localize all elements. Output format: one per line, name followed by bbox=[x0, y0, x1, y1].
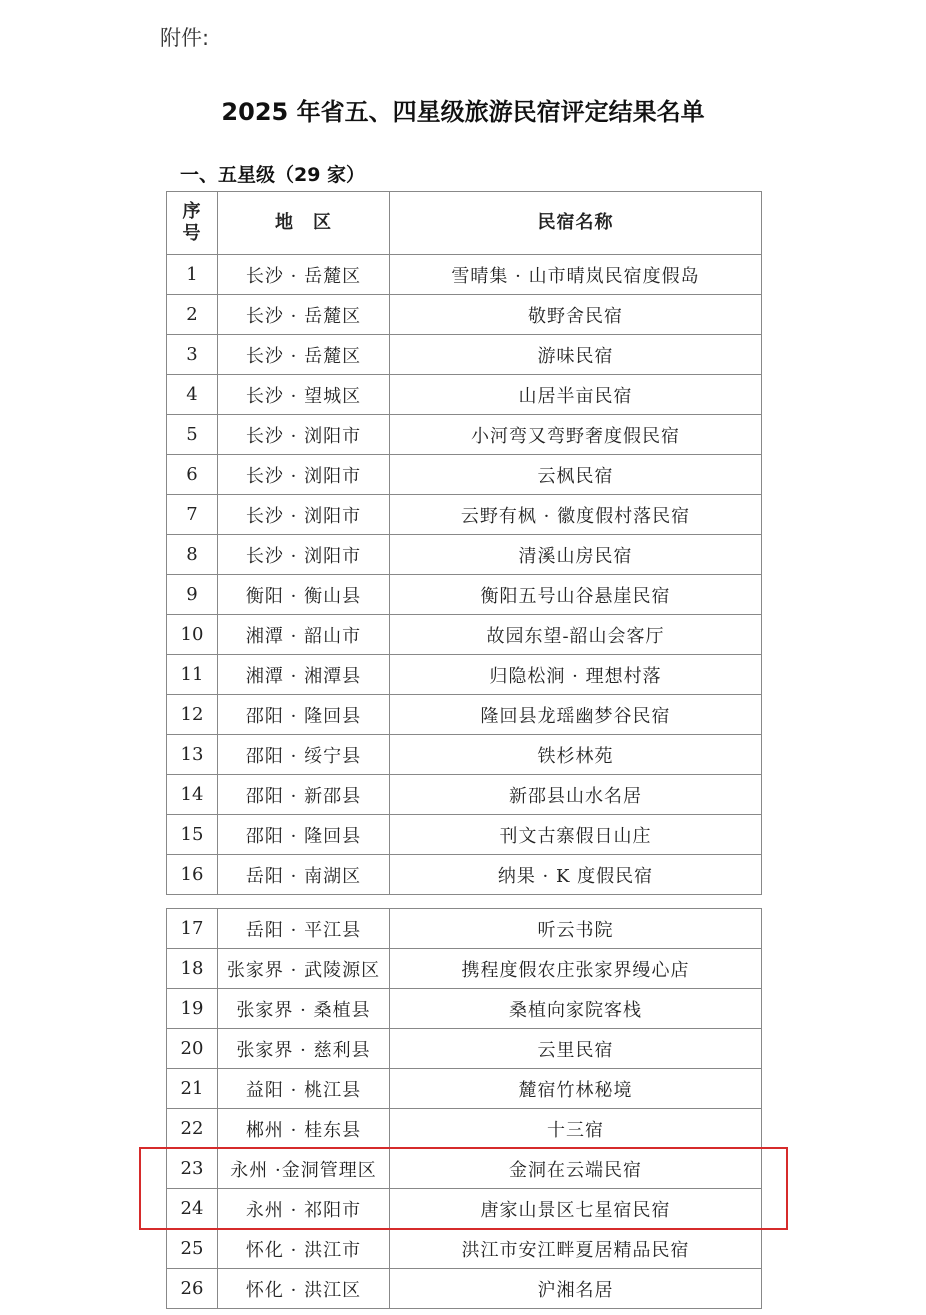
cell-region: 长沙 · 岳麓区 bbox=[218, 255, 390, 295]
cell-name: 游味民宿 bbox=[390, 335, 762, 375]
table-row bbox=[167, 1189, 762, 1229]
header-region: 地 区 bbox=[218, 192, 390, 255]
table-row bbox=[167, 295, 762, 335]
cell-name: 携程度假农庄张家界缦心店 bbox=[390, 949, 762, 989]
cell-region: 岳阳 · 平江县 bbox=[218, 909, 390, 949]
cell-name: 铁杉林苑 bbox=[390, 735, 762, 775]
cell-index: 24 bbox=[167, 1189, 218, 1229]
cell-region: 永州 · 祁阳市 bbox=[218, 1189, 390, 1229]
table-row bbox=[167, 1069, 762, 1109]
cell-index: 2 bbox=[167, 295, 218, 335]
table-header-row bbox=[167, 192, 762, 255]
cell-region: 邵阳 · 隆回县 bbox=[218, 695, 390, 735]
cell-name: 归隐松涧 · 理想村落 bbox=[390, 655, 762, 695]
table-row bbox=[167, 1149, 762, 1189]
cell-region: 岳阳 · 南湖区 bbox=[218, 855, 390, 895]
cell-name: 沪湘名居 bbox=[390, 1269, 762, 1309]
header-index: 序号 bbox=[167, 192, 218, 255]
cell-name: 云里民宿 bbox=[390, 1029, 762, 1069]
cell-region: 长沙 · 浏阳市 bbox=[218, 415, 390, 455]
cell-index: 9 bbox=[167, 575, 218, 615]
cell-name: 山居半亩民宿 bbox=[390, 375, 762, 415]
cell-region: 怀化 · 洪江区 bbox=[218, 1269, 390, 1309]
table-row bbox=[167, 1109, 762, 1149]
cell-index: 3 bbox=[167, 335, 218, 375]
cell-index: 15 bbox=[167, 815, 218, 855]
cell-index: 12 bbox=[167, 695, 218, 735]
cell-region: 长沙 · 岳麓区 bbox=[218, 295, 390, 335]
cell-name: 云野有枫 · 徽度假村落民宿 bbox=[390, 495, 762, 535]
cell-name: 故园东望-韶山会客厅 bbox=[390, 615, 762, 655]
cell-name: 桑植向家院客栈 bbox=[390, 989, 762, 1029]
table-row bbox=[167, 1229, 762, 1269]
cell-name: 洪江市安江畔夏居精品民宿 bbox=[390, 1229, 762, 1269]
cell-name: 衡阳五号山谷悬崖民宿 bbox=[390, 575, 762, 615]
table-row bbox=[167, 855, 762, 895]
cell-region: 怀化 · 洪江市 bbox=[218, 1229, 390, 1269]
table-row bbox=[167, 455, 762, 495]
cell-name: 听云书院 bbox=[390, 909, 762, 949]
cell-index: 19 bbox=[167, 989, 218, 1029]
cell-index: 18 bbox=[167, 949, 218, 989]
cell-name: 云枫民宿 bbox=[390, 455, 762, 495]
cell-region: 长沙 · 岳麓区 bbox=[218, 335, 390, 375]
table-row bbox=[167, 1029, 762, 1069]
cell-index: 8 bbox=[167, 535, 218, 575]
cell-name: 金洞在云端民宿 bbox=[390, 1149, 762, 1189]
cell-index: 20 bbox=[167, 1029, 218, 1069]
cell-region: 湘潭 · 韶山市 bbox=[218, 615, 390, 655]
cell-index: 6 bbox=[167, 455, 218, 495]
cell-index: 10 bbox=[167, 615, 218, 655]
cell-index: 16 bbox=[167, 855, 218, 895]
table-row bbox=[167, 255, 762, 295]
cell-index: 23 bbox=[167, 1149, 218, 1189]
cell-name: 雪晴集 · 山市晴岚民宿度假岛 bbox=[390, 255, 762, 295]
cell-index: 25 bbox=[167, 1229, 218, 1269]
section-heading: 一、五星级（29 家） bbox=[180, 164, 366, 186]
table-row bbox=[167, 949, 762, 989]
table-row bbox=[167, 415, 762, 455]
table-row bbox=[167, 615, 762, 655]
cell-index: 11 bbox=[167, 655, 218, 695]
cell-name: 十三宿 bbox=[390, 1109, 762, 1149]
cell-index: 14 bbox=[167, 775, 218, 815]
cell-index: 13 bbox=[167, 735, 218, 775]
cell-name: 小河弯又弯野奢度假民宿 bbox=[390, 415, 762, 455]
cell-name: 刊文古寨假日山庄 bbox=[390, 815, 762, 855]
table-row bbox=[167, 655, 762, 695]
cell-index: 22 bbox=[167, 1109, 218, 1149]
header-name: 民宿名称 bbox=[390, 192, 762, 255]
results-table-page-1 bbox=[166, 191, 762, 895]
cell-index: 1 bbox=[167, 255, 218, 295]
cell-region: 邵阳 · 绥宁县 bbox=[218, 735, 390, 775]
table-row bbox=[167, 815, 762, 855]
cell-index: 7 bbox=[167, 495, 218, 535]
cell-name: 麓宿竹林秘境 bbox=[390, 1069, 762, 1109]
document-title: 2025 年省五、四星级旅游民宿评定结果名单 bbox=[221, 98, 705, 126]
table-row bbox=[167, 335, 762, 375]
table-row bbox=[167, 1269, 762, 1309]
cell-region: 衡阳 · 衡山县 bbox=[218, 575, 390, 615]
cell-name: 清溪山房民宿 bbox=[390, 535, 762, 575]
cell-name: 敬野舍民宿 bbox=[390, 295, 762, 335]
cell-region: 邵阳 · 新邵县 bbox=[218, 775, 390, 815]
cell-name: 纳果 · K 度假民宿 bbox=[390, 855, 762, 895]
cell-region: 永州 ·金洞管理区 bbox=[218, 1149, 390, 1189]
cell-name: 新邵县山水名居 bbox=[390, 775, 762, 815]
cell-index: 21 bbox=[167, 1069, 218, 1109]
cell-name: 隆回县龙瑶幽梦谷民宿 bbox=[390, 695, 762, 735]
table-row bbox=[167, 695, 762, 735]
cell-region: 邵阳 · 隆回县 bbox=[218, 815, 390, 855]
table-row bbox=[167, 989, 762, 1029]
table-row bbox=[167, 909, 762, 949]
cell-region: 长沙 · 浏阳市 bbox=[218, 455, 390, 495]
table-row bbox=[167, 375, 762, 415]
table-row bbox=[167, 535, 762, 575]
table-row bbox=[167, 775, 762, 815]
cell-region: 长沙 · 浏阳市 bbox=[218, 495, 390, 535]
cell-region: 张家界 · 桑植县 bbox=[218, 989, 390, 1029]
table-row bbox=[167, 735, 762, 775]
cell-index: 17 bbox=[167, 909, 218, 949]
cell-index: 26 bbox=[167, 1269, 218, 1309]
cell-index: 4 bbox=[167, 375, 218, 415]
cell-region: 湘潭 · 湘潭县 bbox=[218, 655, 390, 695]
cell-region: 张家界 · 武陵源区 bbox=[218, 949, 390, 989]
cell-name: 唐家山景区七星宿民宿 bbox=[390, 1189, 762, 1229]
cell-index: 5 bbox=[167, 415, 218, 455]
cell-region: 益阳 · 桃江县 bbox=[218, 1069, 390, 1109]
table-row bbox=[167, 575, 762, 615]
cell-region: 长沙 · 望城区 bbox=[218, 375, 390, 415]
table-row bbox=[167, 495, 762, 535]
cell-region: 长沙 · 浏阳市 bbox=[218, 535, 390, 575]
cell-region: 张家界 · 慈利县 bbox=[218, 1029, 390, 1069]
attachment-label: 附件: bbox=[160, 26, 210, 50]
results-table-page-2 bbox=[166, 908, 762, 1309]
cell-region: 郴州 · 桂东县 bbox=[218, 1109, 390, 1149]
